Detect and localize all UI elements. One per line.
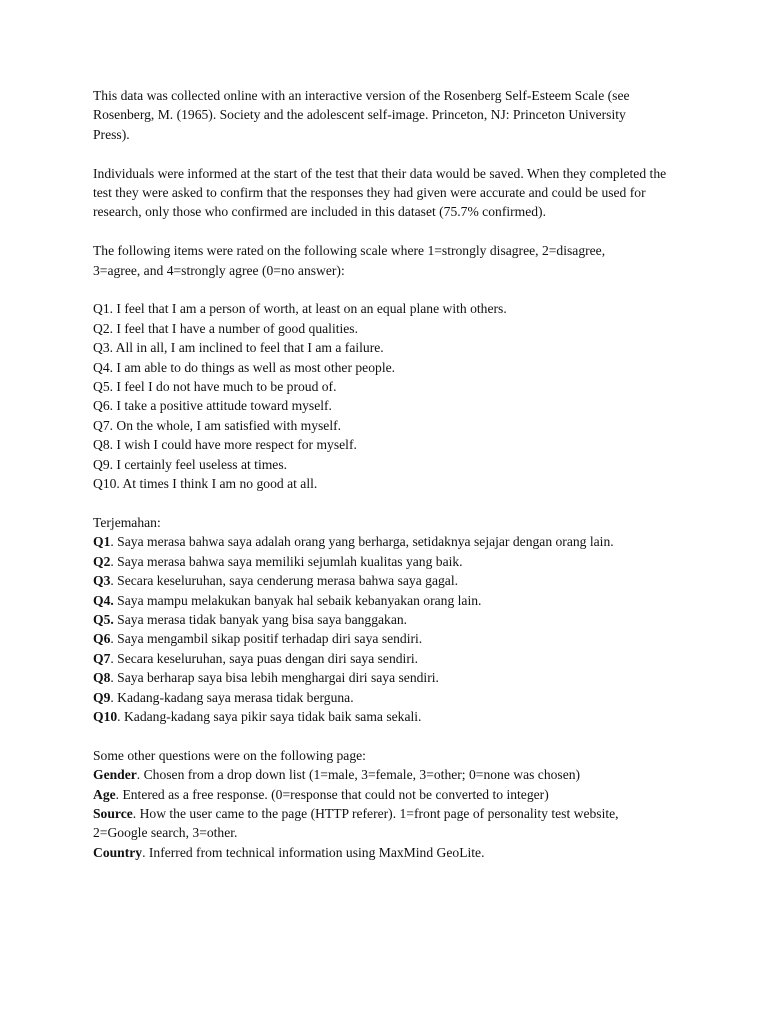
- translation-item: Q6. Saya mengambil sikap positif terhadap diri saya sendiri.: [93, 631, 423, 647]
- translation-label: Q3: [93, 573, 111, 589]
- question-item: Q5. I feel I do not have much to be proud of.: [93, 379, 337, 395]
- question-list: [93, 299, 728, 493]
- translation-text: Saya mampu melakukan banyak hal sebaik kebanyakan orang lain.: [113, 592, 482, 608]
- other-questions-heading: Some other questions were on the following page:: [93, 747, 366, 763]
- translation-section: [93, 513, 728, 726]
- translation-item: Q10. Kadang-kadang saya pikir saya tidak baik sama sekali.: [93, 708, 422, 724]
- question-item: Q10. At times I think I am no good at all.: [93, 476, 318, 492]
- other-question-label: Country: [93, 844, 143, 860]
- translation-label: Q6: [93, 631, 111, 647]
- translation-text: Saya berharap saya bisa lebih menghargai diri saya sendiri.: [113, 670, 439, 686]
- intro-paragraph-consent: Individuals were informed at the start of the test that their data would be saved. When they completed the test they were asked to confirm that the responses they had given were accurate and could be used for research, only those who confirmed are included in this dataset (75.7% confirmed).: [93, 165, 667, 220]
- translation-item: [93, 610, 728, 629]
- translation-text: Kadang-kadang saya pikir saya tidak baik sama sekali.: [120, 708, 422, 724]
- question-item: Q1. I feel that I am a person of worth, at least on an equal plane with others.: [93, 301, 507, 317]
- translation-heading: Terjemahan:: [93, 514, 161, 530]
- other-question-item: [93, 804, 653, 843]
- question-item: Q3. All in all, I am inclined to feel that I am a failure.: [93, 340, 384, 356]
- intro-paragraph-source: This data was collected online with an interactive version of the Rosenberg Self-Esteem Scale (see Rosenberg, M. (1965). Society and the adolescent self-image. Princeton, NJ: Princeton University Press).: [93, 88, 630, 142]
- translation-label: Q4.: [93, 592, 114, 608]
- other-question-item: [93, 765, 728, 784]
- translation-item: Q8. Saya berharap saya bisa lebih menghargai diri saya sendiri.: [93, 670, 439, 686]
- translation-text: Saya merasa bahwa saya adalah orang yang berharga, setidaknya sejajar dengan orang lain.: [113, 534, 614, 550]
- translation-text: Secara keseluruhan, saya puas dengan diri saya sendiri.: [113, 650, 419, 666]
- other-question-label: Source: [93, 805, 133, 821]
- intro-paragraph-scale: The following items were rated on the following scale where 1=strongly disagree, 2=disagree, 3=agree, and 4=strongly agree (0=no answer):: [93, 243, 606, 278]
- other-question-item: [93, 785, 728, 804]
- translation-text: Saya merasa bahwa saya memiliki sejumlah kualitas yang baik.: [113, 553, 463, 569]
- other-question-text: . Inferred from technical information using MaxMind GeoLite.: [142, 844, 485, 860]
- translation-label: Q8: [93, 670, 111, 686]
- translation-label: Q7: [93, 650, 111, 666]
- translation-item: Q1. Saya merasa bahwa saya adalah orang yang berharga, setidaknya sejajar dengan orang lain.: [93, 534, 614, 550]
- question-item: Q7. On the whole, I am satisfied with myself.: [93, 417, 342, 433]
- question-item: Q2. I feel that I have a number of good qualities.: [93, 320, 358, 336]
- question-item: Q4. I am able to do things as well as most other people.: [93, 359, 396, 375]
- translation-label: Q9: [93, 689, 111, 705]
- translation-text: Secara keseluruhan, saya cenderung merasa bahwa saya gagal.: [113, 573, 458, 589]
- translation-item: Q7. Secara keseluruhan, saya puas dengan diri saya sendiri.: [93, 650, 419, 666]
- other-question-item: [93, 843, 728, 862]
- translation-text: Saya merasa tidak banyak yang bisa saya banggakan.: [113, 611, 408, 627]
- translation-item: Q9. Kadang-kadang saya merasa tidak berguna.: [93, 689, 354, 705]
- other-question-text: . Chosen from a drop down list (1=male, 3=female, 3=other; 0=none was chosen): [136, 767, 581, 783]
- translation-item: Q3. Secara keseluruhan, saya cenderung merasa bahwa saya gagal.: [93, 573, 458, 589]
- translation-label: Q10: [93, 708, 118, 724]
- other-questions-section: [93, 746, 728, 862]
- other-question-text: . How the user came to the page (HTTP referer). 1=front page of personality test website, 2=Google search, 3=other.: [93, 805, 619, 841]
- translation-label: Q2: [93, 553, 111, 569]
- translation-item: [93, 591, 728, 610]
- translation-text: Saya mengambil sikap positif terhadap diri saya sendiri.: [113, 631, 423, 647]
- translation-item: Q2. Saya merasa bahwa saya memiliki sejumlah kualitas yang baik.: [93, 553, 463, 569]
- other-question-label: Age: [93, 786, 116, 802]
- translation-label: Q5.: [93, 611, 114, 627]
- translation-label: Q1: [93, 534, 111, 550]
- question-item: Q6. I take a positive attitude toward myself.: [93, 398, 332, 414]
- other-question-label: Gender: [93, 767, 137, 783]
- other-question-text: . Entered as a free response. (0=response that could not be converted to integer): [115, 786, 549, 802]
- translation-text: Kadang-kadang saya merasa tidak berguna.: [113, 689, 354, 705]
- question-item: Q9. I certainly feel useless at times.: [93, 456, 288, 472]
- question-item: Q8. I wish I could have more respect for myself.: [93, 437, 357, 453]
